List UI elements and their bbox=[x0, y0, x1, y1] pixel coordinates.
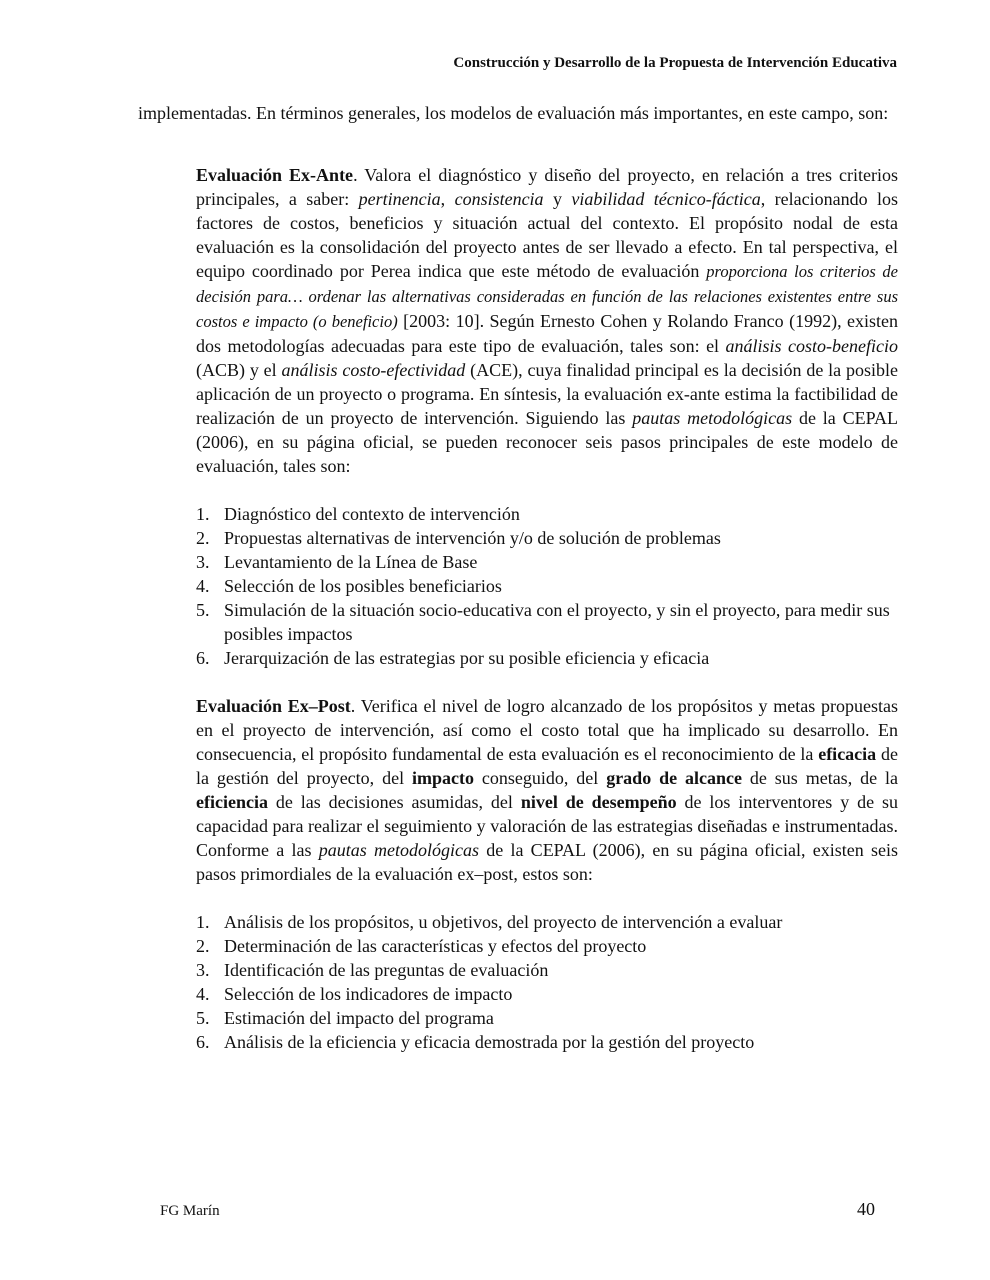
text-run: de sus metas, de la bbox=[741, 768, 898, 788]
ex-ante-steps-list bbox=[196, 502, 898, 670]
list-number: 2. bbox=[196, 528, 210, 548]
italic-term: análisis costo-efectividad bbox=[281, 360, 466, 380]
intro-paragraph: implementadas. En términos generales, los modelos de evaluación más importantes, en este campo, son: bbox=[138, 103, 889, 123]
bold-term: eficacia bbox=[818, 744, 877, 764]
list-item-text: Estimación del impacto del programa bbox=[224, 1008, 494, 1028]
list-number: 6. bbox=[196, 1032, 210, 1052]
list-item-text: Simulación de la situación socio-educativa con el proyecto, y sin el proyecto, para medir sus posibles impactos bbox=[224, 600, 890, 644]
ex-post-term: Evaluación Ex–Post bbox=[196, 696, 351, 716]
italic-term: viabilidad técnico-fáctica bbox=[571, 189, 761, 209]
list-number: 5. bbox=[196, 600, 210, 620]
list-item bbox=[196, 958, 898, 982]
italic-term: pautas metodológicas bbox=[318, 840, 479, 860]
ex-ante-paragraph bbox=[196, 163, 898, 478]
text-run: , relacionando los factores de costos, beneficios y situación actual del contexto. El propósito nodal de esta evaluación es la consolidación del proyecto antes de ser llevado a efecto. En tal perspectiva, el equipo coordinado por Perea indica que este método de evaluación bbox=[196, 189, 899, 281]
text-run: de los interventores y de su capacidad para realizar el seguimiento y valoración de las estrategias diseñadas e instrumentadas. Conforme a las bbox=[196, 792, 898, 860]
page-number: 40 bbox=[857, 1199, 875, 1219]
list-item-text: Selección de los posibles beneficiarios bbox=[224, 576, 502, 596]
text-run: y bbox=[543, 189, 572, 209]
text-run: (ACB) y el bbox=[196, 360, 282, 380]
list-item-text: Identificación de las preguntas de evaluación bbox=[224, 960, 549, 980]
italic-term: pertinencia bbox=[358, 189, 441, 209]
list-number: 4. bbox=[196, 576, 210, 596]
italic-quote: proporciona los criterios de decisión para… ordenar las alternativas consideradas en función de las relaciones existentes entre sus costos e impacto (o beneficio) bbox=[196, 262, 898, 331]
text-run: de las decisiones asumidas, del bbox=[267, 792, 521, 812]
bold-term: nivel de desempeño bbox=[520, 792, 677, 812]
list-item-text: Propuestas alternativas de intervención y/o de solución de problemas bbox=[224, 528, 721, 548]
text-run: . Verifica el nivel de logro alcanzado de los propósitos y metas propuestas en el proyecto de intervención, así como el costo total que ha implicado su desarrollo. En consecuencia, el propósito fundamental de esta evaluación es el reconocimiento de la bbox=[196, 696, 898, 764]
text-run: de la CEPAL (2006), en su página oficial, existen seis pasos primordiales de la evaluación ex–post, estos son: bbox=[196, 840, 899, 884]
italic-term: consistencia bbox=[454, 189, 544, 209]
list-number: 4. bbox=[196, 984, 210, 1004]
bold-term: eficiencia bbox=[196, 792, 268, 812]
list-item-text: Determinación de las características y efectos del proyecto bbox=[224, 936, 647, 956]
ex-post-paragraph bbox=[196, 694, 898, 886]
page-content bbox=[138, 101, 898, 1054]
list-number: 1. bbox=[196, 504, 210, 524]
list-item bbox=[196, 910, 898, 934]
text-run: , bbox=[440, 189, 455, 209]
italic-term: pautas metodológicas bbox=[632, 408, 793, 428]
list-item bbox=[196, 502, 898, 526]
text-run: (ACE), cuya finalidad principal es la decisión de la posible aplicación de un proyecto o programa. En síntesis, la evaluación ex-ante estima la factibilidad de realización de un proyecto de intervención. Siguiendo las bbox=[196, 360, 898, 428]
list-item-text: Análisis de los propósitos, u objetivos, del proyecto de intervención a evaluar bbox=[224, 912, 783, 932]
list-item bbox=[196, 982, 898, 1006]
list-item-text: Jerarquización de las estrategias por su posible eficiencia y eficacia bbox=[224, 648, 710, 668]
list-item bbox=[196, 598, 898, 646]
list-item bbox=[196, 1006, 898, 1030]
list-item-text: Levantamiento de la Línea de Base bbox=[224, 552, 478, 572]
list-item bbox=[196, 646, 898, 670]
text-run: de la CEPAL (2006), en su página oficial, se pueden reconocer seis pasos principales de este modelo de evaluación, tales son: bbox=[196, 408, 899, 476]
bold-term: grado de alcance bbox=[606, 768, 742, 788]
list-item-text: Análisis de la eficiencia y eficacia demostrada por la gestión del proyecto bbox=[224, 1032, 755, 1052]
text-run: de la gestión del proyecto, del bbox=[196, 744, 898, 788]
bold-term: impacto bbox=[411, 768, 474, 788]
text-run: conseguido, del bbox=[473, 768, 607, 788]
list-number: 6. bbox=[196, 648, 210, 668]
list-item bbox=[196, 550, 898, 574]
text-run: [2003: 10]. Según Ernesto Cohen y Rolando Franco (1992), existen dos metodologías adecuadas para este tipo de evaluación, tales son: el bbox=[196, 311, 898, 356]
list-number: 3. bbox=[196, 552, 210, 572]
list-item bbox=[196, 526, 898, 550]
list-number: 3. bbox=[196, 960, 210, 980]
footer-author: FG Marín bbox=[160, 1203, 220, 1219]
list-number: 5. bbox=[196, 1008, 210, 1028]
ex-post-steps-list bbox=[196, 910, 898, 1054]
list-item bbox=[196, 574, 898, 598]
list-item-text: Diagnóstico del contexto de intervención bbox=[224, 504, 520, 524]
list-item bbox=[196, 934, 898, 958]
list-number: 1. bbox=[196, 912, 210, 932]
ex-ante-term: Evaluación Ex-Ante bbox=[196, 165, 354, 185]
list-number: 2. bbox=[196, 936, 210, 956]
text-run: . Valora el diagnóstico y diseño del proyecto, en relación a tres criterios principales, a saber: bbox=[196, 165, 899, 209]
list-item bbox=[196, 1030, 898, 1054]
list-item-text: Selección de los indicadores de impacto bbox=[224, 984, 513, 1004]
italic-term: análisis costo-beneficio bbox=[725, 336, 898, 356]
running-header: Construcción y Desarrollo de la Propuesta de Intervención Educativa bbox=[453, 55, 897, 71]
